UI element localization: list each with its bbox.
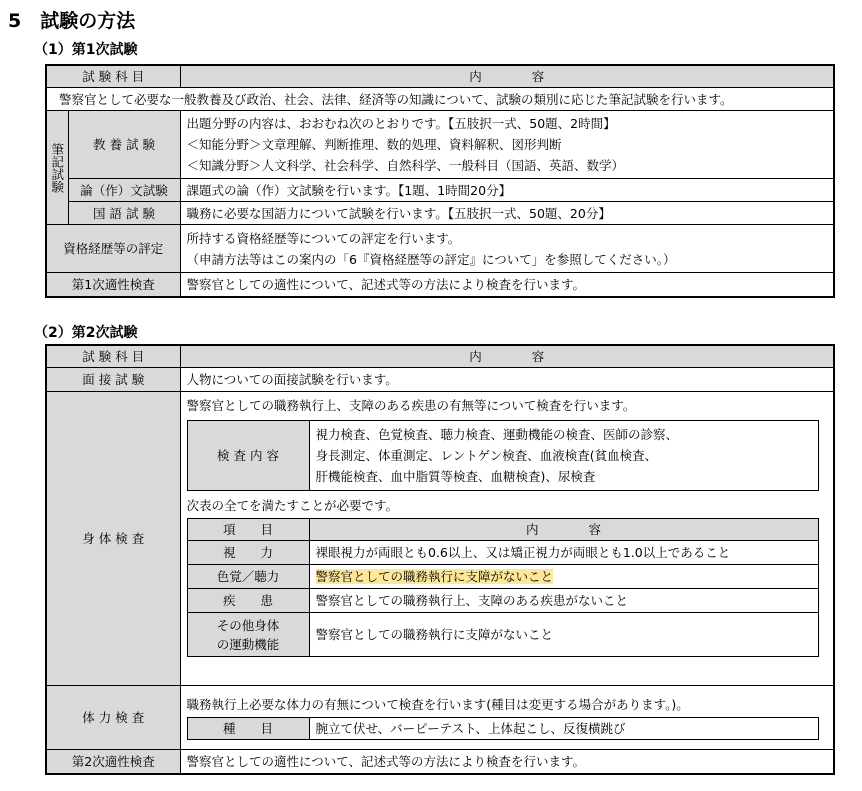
shumoku-table: [187, 717, 819, 740]
stage2-heading: （2）第2次試験: [34, 325, 138, 341]
section-title: 5 試験の方法: [8, 10, 136, 32]
kyoyo-line: ＜知識分野＞人文科学、社会科学、自然科学、一般科目（国語、英語、数学）: [186, 158, 625, 173]
kyoyo-line: 出題分野の内容は、おおむね次のとおりです。【五肢択一式、50題、2時間】: [186, 116, 616, 131]
stage2-header-content: 内 容: [180, 345, 834, 368]
stage1-header-content: 内 容: [180, 65, 834, 88]
tekisei1-label: 第1次適性検査: [46, 273, 180, 297]
shikaku-line: 所持する資格経歴等についての評定を行います。: [186, 230, 461, 246]
req-item-shikaku-choryoku: 色覚／聴力: [187, 565, 309, 589]
ronbun-content: 課題式の論（作）文試験を行います。【1題、1時間20分】: [180, 179, 834, 202]
stage1-header-subject: 試 験 科 目: [46, 65, 180, 88]
stage1-table: [45, 64, 835, 298]
kensa-line: 肝機能検査、血中脂質等検査、血糖検査)、尿検査: [315, 469, 596, 484]
shintai-label: 身 体 検 査: [46, 392, 180, 686]
req-item-line: その他身体: [216, 617, 280, 633]
kyoyo-label: 教 養 試 験: [68, 111, 180, 179]
tekisei1-content: 警察官としての適性について、記述式等の方法により検査を行います。: [180, 273, 834, 297]
written-exam-label: 筆記試験: [46, 111, 68, 225]
mensetsu-content: 人物についての面接試験を行います。: [180, 368, 834, 392]
shumoku-label: 種 目: [187, 717, 309, 739]
req-item-shiryoku: 視 力: [187, 541, 309, 565]
shintai-content: [180, 392, 834, 686]
stage1-heading: （1）第1次試験: [34, 42, 138, 58]
req-text: 警察官としての職務執行上、支障のある疾患がないこと: [309, 589, 818, 613]
kensa-line: 視力検査、色覚検査、聴力検査、運動機能の検査、医師の診察、: [315, 427, 679, 442]
kokugo-content: 職務に必要な国語力について試験を行います。【五肢択一式、50題、20分】: [180, 202, 834, 225]
tairyoku-intro: 職務執行上必要な体力の有無について検査を行います(種目は変更する場合があります。)。: [186, 696, 689, 712]
req-text: 警察官としての職務執行に支障がないこと: [309, 613, 818, 657]
shumoku-content: 腕立て伏せ、バーピーテスト、上体起こし、反復横跳び: [309, 717, 818, 739]
tairyoku-content: [180, 686, 834, 750]
stage2-header-subject: 試 験 科 目: [46, 345, 180, 368]
requirements-table: [187, 518, 819, 657]
stage1-intro: 警察官として必要な一般教養及び政治、社会、法律、経済等の知識について、試験の類別に応じた筆記試験を行います。: [46, 88, 834, 111]
req-header-content: 内 容: [309, 519, 818, 541]
kensa-content: [309, 421, 818, 491]
kensa-line: 身長測定、体重測定、レントゲン検査、血液検査(貧血検査、: [315, 448, 658, 463]
highlighted-text: 警察官としての職務執行に支障がないこと: [315, 569, 554, 584]
mensetsu-label: 面 接 試 験: [46, 368, 180, 392]
stage2-table: [45, 344, 835, 775]
kensa-label: 検 査 内 容: [187, 421, 309, 491]
shikaku-content: [180, 225, 834, 273]
req-intro: 次表の全てを満たすことが必要です。: [186, 498, 399, 513]
tekisei2-content: 警察官としての適性について、記述式等の方法により検査を行います。: [180, 750, 834, 774]
req-text: [309, 565, 818, 589]
kokugo-label: 国 語 試 験: [68, 202, 180, 225]
req-item-line: の運動機能: [216, 636, 280, 652]
kyoyo-content: [180, 111, 834, 179]
kyoyo-line: ＜知能分野＞文章理解、判断推理、数的処理、資料解釈、図形判断: [186, 137, 562, 152]
kensa-table: [187, 420, 819, 491]
shintai-intro: 警察官としての職務執行上、支障のある疾患の有無等について検査を行います。: [186, 398, 636, 413]
ronbun-label: 論（作）文試験: [68, 179, 180, 202]
shikaku-label: 資格経歴等の評定: [46, 225, 180, 273]
req-item-shikkan: 疾 患: [187, 589, 309, 613]
shikaku-line: （申請方法等はこの案内の「6『資格経歴等の評定』について」を参照してください。）: [186, 251, 676, 267]
req-text: 裸眼視力が両眼とも0.6以上、又は矯正視力が両眼とも1.0以上であること: [309, 541, 818, 565]
req-header-item: 項 目: [187, 519, 309, 541]
req-item-sonota: [187, 613, 309, 657]
tekisei2-label: 第2次適性検査: [46, 750, 180, 774]
tairyoku-label: 体 力 検 査: [46, 686, 180, 750]
